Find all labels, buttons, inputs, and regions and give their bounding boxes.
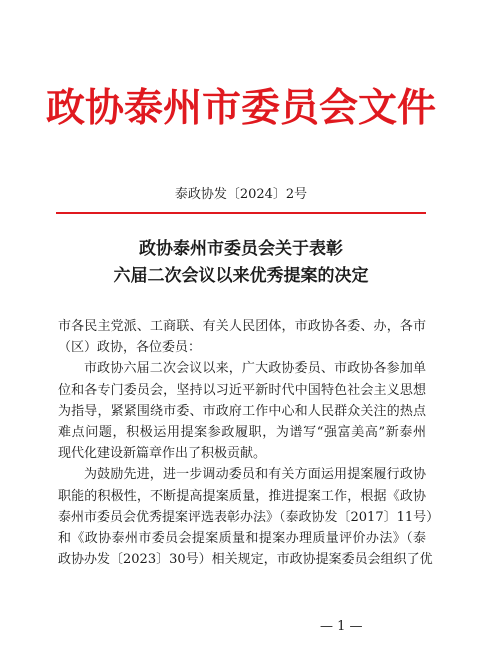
body-line-p2-3: 泰州市委员会优秀提案评选表彰办法》（泰政协发〔2017〕11号） <box>58 509 440 525</box>
body-line-p1-1: 市政协六届二次会议以来，广大政协委员、市政协各参加单 <box>84 361 426 377</box>
body-line-p1-3: 为指导，紧紧围绕市委、市政府工作中心和人民群众关注的热点 <box>58 403 426 419</box>
decision-title-line-2: 六届二次会议以来优秀提案的决定 <box>113 266 369 286</box>
document-header-title: 政协泰州市委员会文件 <box>45 85 436 131</box>
document-number: 泰政协发〔2024〕2号 <box>174 187 308 202</box>
decision-title-line-1: 政协泰州市委员会关于表彰 <box>139 239 343 259</box>
body-line-p2-2: 职能的积极性，不断提高提案质量，推进提案工作，根据《政协 <box>58 488 426 504</box>
body-line-p2-4: 和《政协泰州市委员会提案质量和提案办理质量评价办法》（泰 <box>58 530 426 546</box>
decision-title <box>0 236 482 290</box>
document-body <box>58 316 440 570</box>
body-line-salutation-2: （区）政协，各位委员： <box>58 340 202 356</box>
body-line-p1-4: 难点问题，积极运用提案参政履职，为谱写“强富美高”新泰州 <box>58 424 426 440</box>
page-number: — 1 — <box>320 619 363 634</box>
body-line-p2-5: 政协办发〔2023〕30号）相关规定，市政协提案委员会组织了优 <box>58 552 433 568</box>
body-line-salutation-1: 市各民主党派、工商联、有关人民团体，市政协各委、办，各市 <box>58 319 426 334</box>
red-divider-line <box>56 212 426 214</box>
body-line-p2-1: 为鼓励先进，进一步调动委员和有关方面运用提案履行政协 <box>84 467 426 483</box>
body-line-p1-2: 位和各专门委员会，坚持以习近平新时代中国特色社会主义思想 <box>58 382 426 398</box>
body-line-p1-5: 现代化建设新篇章作出了积极贡献。 <box>58 446 267 462</box>
